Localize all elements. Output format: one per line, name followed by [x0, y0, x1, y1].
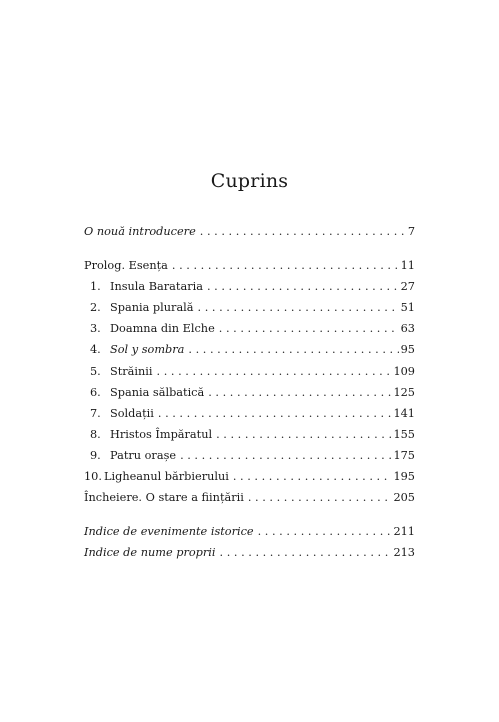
toc-entry	[84, 470, 415, 491]
toc-entry-page-number: 109	[393, 364, 415, 378]
toc-entry	[84, 343, 415, 364]
toc-entry-page-number: 195	[393, 470, 415, 484]
dot-leader	[157, 365, 392, 378]
dot-leader	[208, 386, 391, 399]
toc-entry-page-number: 155	[393, 427, 415, 441]
dot-leader	[219, 322, 399, 335]
dot-leader	[188, 343, 398, 356]
dot-leader	[233, 470, 392, 483]
toc-entry-page-number: 211	[393, 525, 415, 539]
toc-entry	[84, 449, 415, 470]
toc-entry-label: Prolog. Esența	[84, 259, 168, 273]
dot-leader	[216, 428, 391, 441]
toc-entry-label: Indice de evenimente istorice	[84, 525, 254, 539]
toc-entry	[84, 225, 415, 246]
dot-leader	[158, 407, 392, 420]
toc-entry-number: 10.	[84, 470, 102, 484]
toc-entry-label: Sol y sombra	[110, 343, 185, 357]
toc-entry-label: Ligheanul bărbierului	[104, 470, 229, 484]
toc-entry	[84, 259, 415, 280]
toc-entry-page-number: 27	[400, 280, 415, 294]
toc-entry-page-number: 7	[407, 225, 415, 238]
toc-entry-label: Spania sălbatică	[110, 385, 205, 399]
toc-entry	[84, 365, 415, 386]
toc-entry-number: 6.	[90, 385, 101, 399]
toc-entry	[84, 280, 415, 301]
toc-entry-label: O nouă introducere	[84, 225, 196, 238]
toc-entry-page-number: 11	[400, 259, 415, 273]
toc-entry	[84, 407, 415, 428]
toc-entry-page-number: 95	[400, 343, 415, 357]
toc-entry-label: Insula Barataria	[110, 280, 203, 294]
toc-entry-page-number: 51	[400, 301, 415, 315]
toc-entry-label: Doamna din Elche	[110, 322, 215, 336]
dot-leader	[207, 280, 399, 293]
toc-entry-label: Patru orașe	[110, 448, 177, 462]
toc-entry-page-number: 205	[393, 491, 415, 505]
toc-entry-page-number: 213	[393, 546, 415, 560]
dot-leader	[258, 525, 392, 538]
dot-leader	[200, 225, 406, 238]
toc-entry-label: Străinii	[110, 364, 153, 378]
toc-entry	[84, 386, 415, 407]
toc-entry-label: Hristos Împăratul	[110, 427, 213, 441]
toc-entry-page-number: 175	[393, 448, 415, 462]
toc-entry	[84, 301, 415, 322]
toc-entry	[84, 322, 415, 343]
toc-entry-number: 3.	[90, 322, 101, 336]
toc-entry-number: 5.	[90, 364, 101, 378]
toc-entry-number: 2.	[90, 301, 101, 315]
section-gap	[84, 512, 415, 525]
toc-entry	[84, 428, 415, 449]
page-title: Cuprins	[210, 170, 289, 192]
toc-entry-label: Încheiere. O stare a ființării	[84, 491, 244, 505]
toc-entry-label: Spania plurală	[110, 301, 194, 315]
dot-leader	[172, 259, 399, 272]
toc-entry	[84, 525, 415, 546]
section-gap	[84, 246, 415, 259]
toc-entry-page-number: 141	[393, 406, 415, 420]
toc-entry	[84, 491, 415, 512]
toc-entry-number: 8.	[90, 427, 101, 441]
dot-leader	[180, 449, 391, 462]
toc-entry-number: 9.	[90, 448, 101, 462]
toc-entry-label: Soldații	[110, 406, 154, 420]
toc-entry-label: Indice de nume proprii	[84, 546, 216, 560]
dot-leader	[220, 546, 392, 559]
toc-entry-page-number: 63	[400, 322, 415, 336]
dot-leader	[248, 491, 392, 504]
toc-entry-page-number: 125	[393, 385, 415, 399]
dot-leader	[198, 301, 399, 314]
toc-entry-number: 7.	[90, 406, 101, 420]
toc-entry	[84, 546, 415, 567]
toc-entry-number: 1.	[90, 280, 101, 294]
table-of-contents	[84, 225, 415, 567]
toc-entry-number: 4.	[90, 343, 101, 357]
